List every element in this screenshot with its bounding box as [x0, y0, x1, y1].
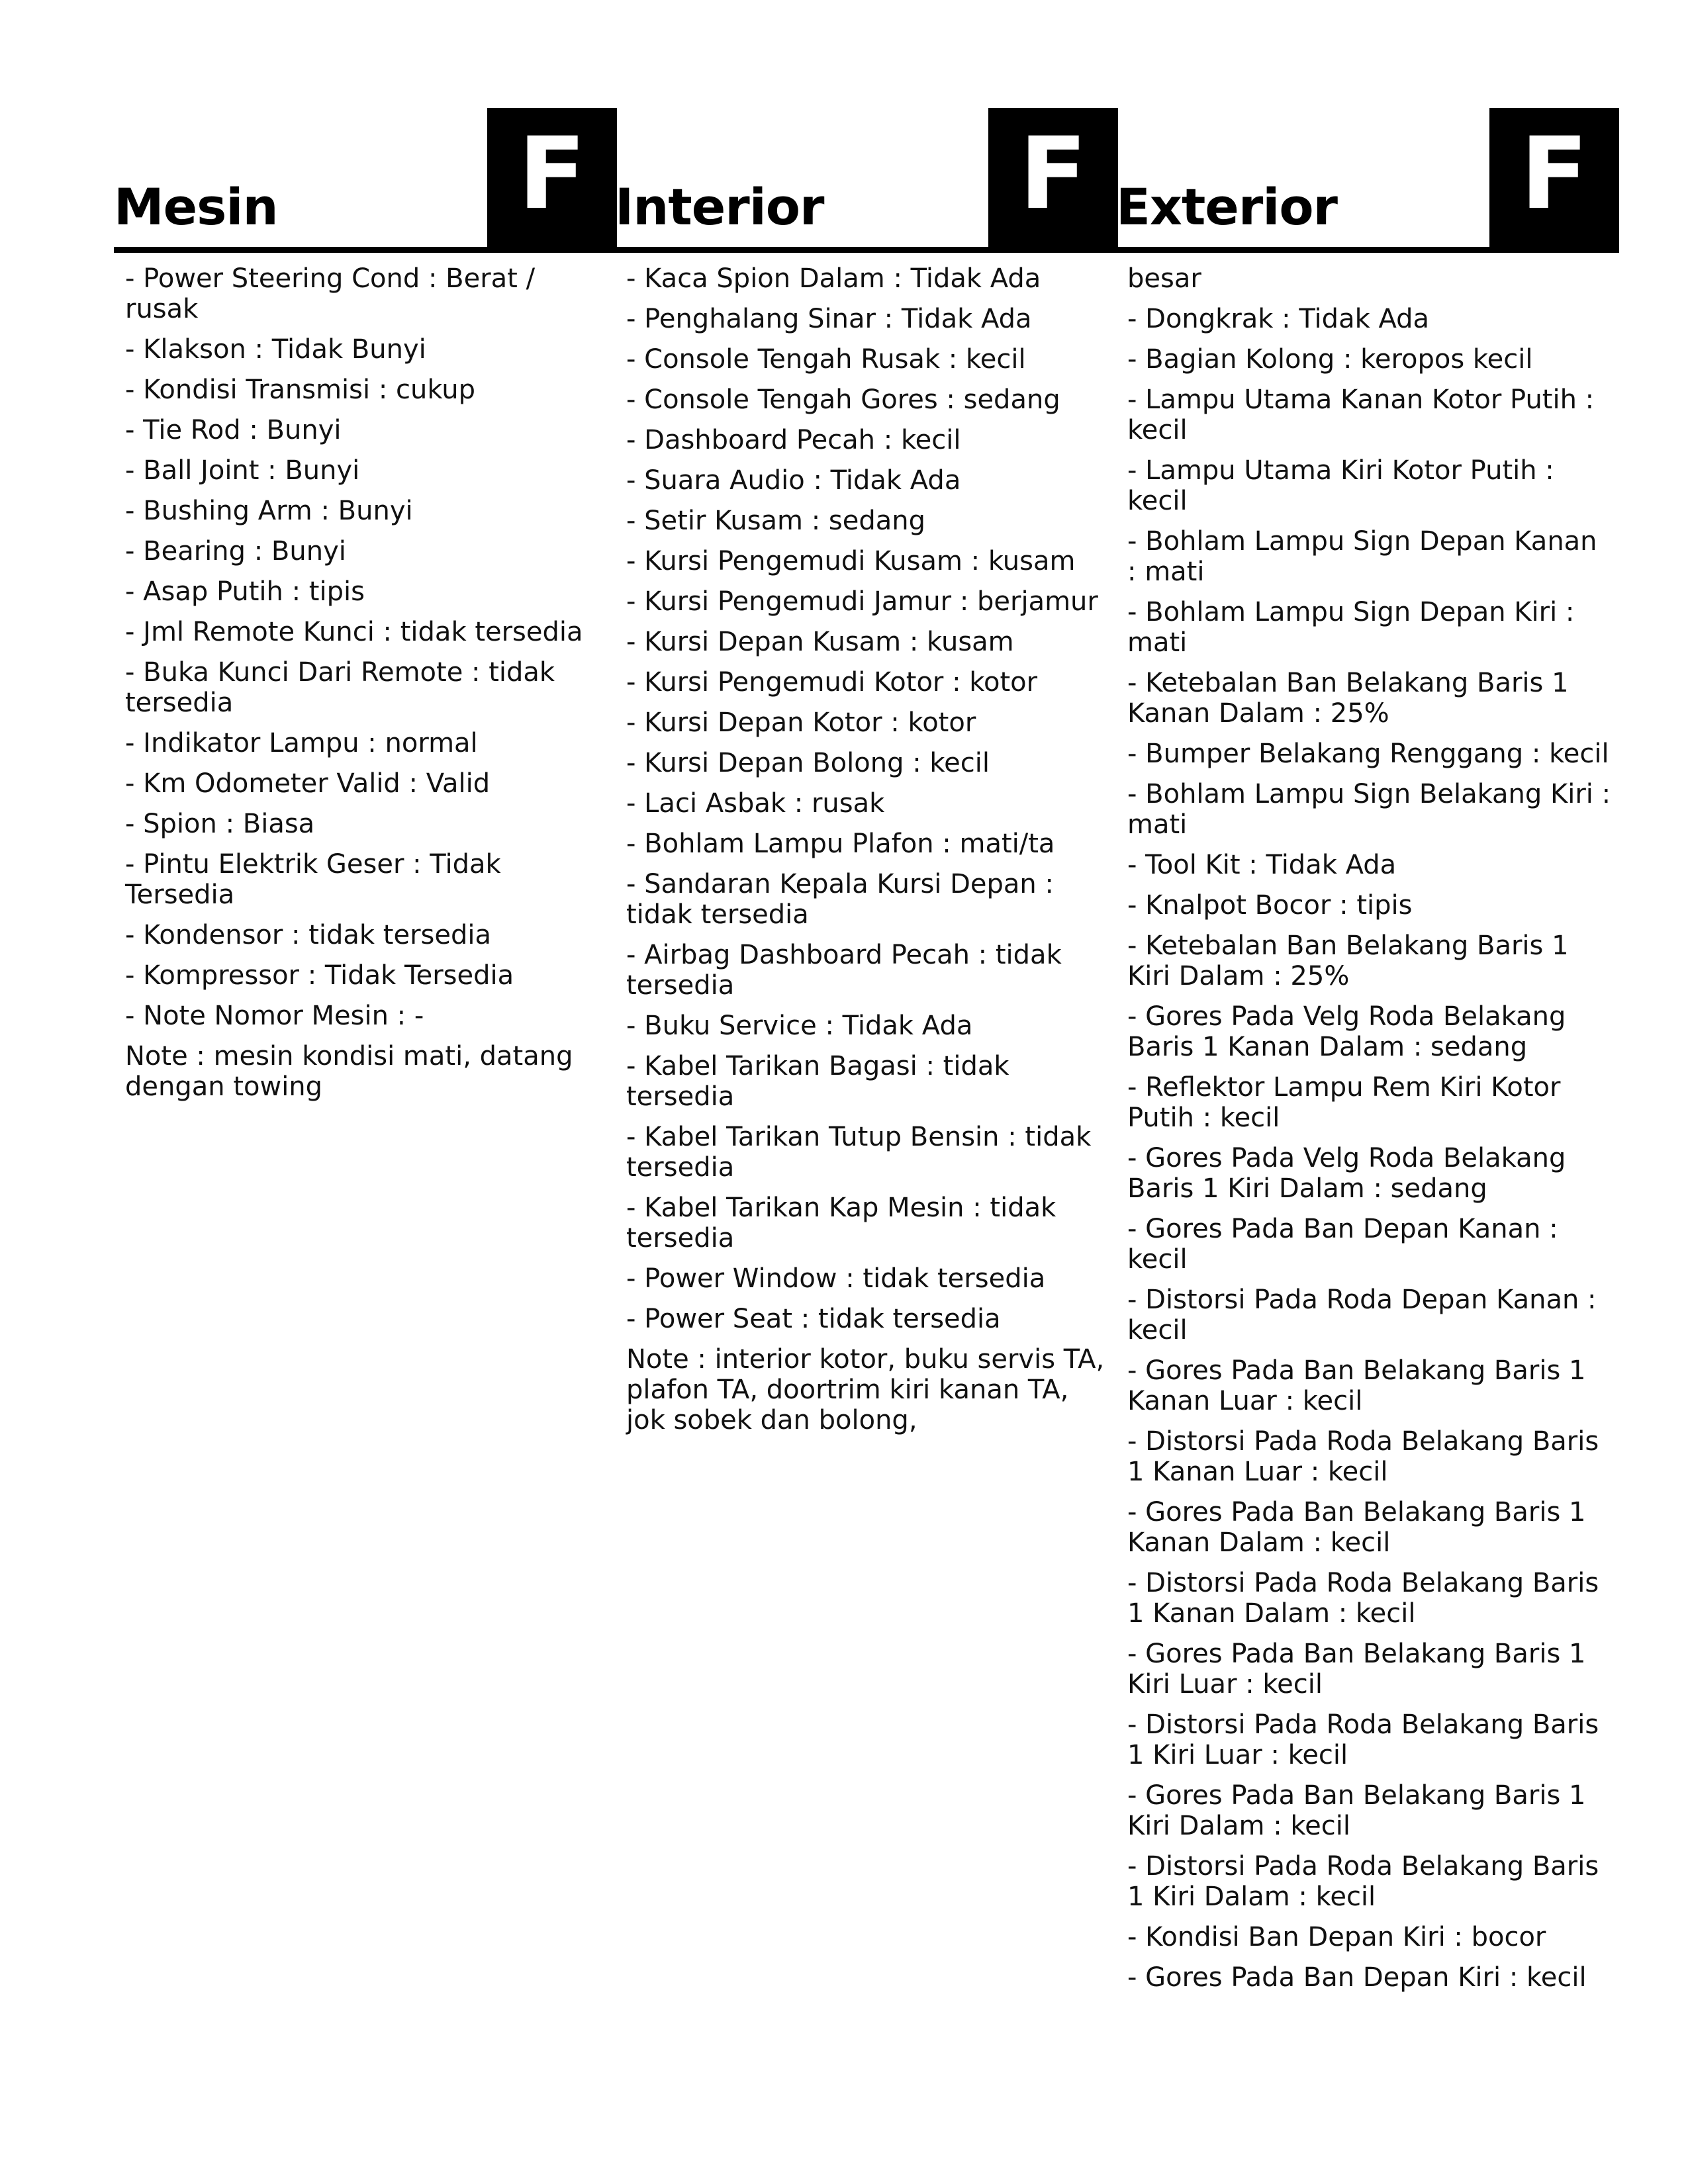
list-item: - Power Steering Cond : Berat / rusak [125, 263, 536, 324]
list-item: - Gores Pada Velg Roda Belakang Baris 1 Kanan Dalam : sedang [1127, 1001, 1566, 1062]
section-title: Exterior [1116, 177, 1338, 236]
list-item: - Gores Pada Ban Depan Kiri : kecil [1127, 1962, 1587, 1993]
section-header [1116, 108, 1619, 253]
list-item: - Console Tengah Gores : sedang [626, 385, 1060, 415]
list-item: Note : mesin kondisi mati, datang dengan towing [125, 1041, 573, 1102]
list-item: - Gores Pada Ban Belakang Baris 1 Kanan Dalam : kecil [1127, 1497, 1586, 1558]
grade-badge: F [1489, 108, 1619, 247]
list-item: - Spion : Biasa [125, 809, 315, 839]
list-item: - Setir Kusam : sedang [626, 506, 926, 536]
list-item: - Pintu Elektrik Geser : Tidak Tersedia [125, 849, 501, 910]
list-item: - Kursi Depan Bolong : kecil [626, 748, 990, 778]
section-title: Mesin [114, 177, 278, 236]
list-item: - Lampu Utama Kanan Kotor Putih : kecil [1127, 385, 1595, 445]
section-header [615, 108, 1118, 253]
list-item: - Gores Pada Velg Roda Belakang Baris 1 Kiri Dalam : sedang [1127, 1143, 1566, 1204]
list-item: - Kondisi Ban Depan Kiri : bocor [1127, 1922, 1546, 1952]
list-item: - Kabel Tarikan Bagasi : tidak tersedia [626, 1051, 1009, 1112]
section-exterior [1116, 108, 1619, 2003]
list-item: - Console Tengah Rusak : kecil [626, 344, 1026, 375]
list-item: - Kursi Depan Kusam : kusam [626, 627, 1014, 657]
section-mesin [114, 108, 617, 1112]
list-item: - Kursi Pengemudi Kotor : kotor [626, 667, 1038, 698]
list-item: - Kabel Tarikan Tutup Bensin : tidak tersedia [626, 1122, 1092, 1183]
section-interior [615, 108, 1118, 1445]
list-item: besar [1127, 263, 1201, 294]
list-item: - Kompressor : Tidak Tersedia [125, 960, 514, 991]
list-item: - Asap Putih : tipis [125, 576, 365, 607]
list-item: - Lampu Utama Kiri Kotor Putih : kecil [1127, 455, 1554, 516]
list-item: - Ketebalan Ban Belakang Baris 1 Kanan Dalam : 25% [1127, 668, 1569, 729]
list-item: - Kondisi Transmisi : cukup [125, 375, 476, 405]
list-item: - Laci Asbak : rusak [626, 788, 885, 819]
list-item: - Reflektor Lampu Rem Kiri Kotor Putih : kecil [1127, 1072, 1561, 1133]
list-item: - Kaca Spion Dalam : Tidak Ada [626, 263, 1041, 294]
grade-badge: F [988, 108, 1118, 247]
list-item: - Dashboard Pecah : kecil [626, 425, 961, 455]
list-item: - Suara Audio : Tidak Ada [626, 465, 961, 496]
grade-badge: F [487, 108, 617, 247]
list-item: - Distorsi Pada Roda Belakang Baris 1 Kiri Luar : kecil [1127, 1709, 1599, 1770]
list-item: - Gores Pada Ban Belakang Baris 1 Kiri Dalam : kecil [1127, 1780, 1586, 1841]
section-header [114, 108, 617, 253]
list-item: - Jml Remote Kunci : tidak tersedia [125, 617, 583, 647]
list-item: - Indikator Lampu : normal [125, 728, 478, 758]
list-item: - Note Nomor Mesin : - [125, 1001, 424, 1031]
list-item: - Kursi Pengemudi Kusam : kusam [626, 546, 1076, 576]
list-item: - Bohlam Lampu Sign Depan Kanan : mati [1127, 526, 1597, 587]
list-item: - Distorsi Pada Roda Belakang Baris 1 Kiri Dalam : kecil [1127, 1851, 1599, 1912]
list-item: - Bohlam Lampu Plafon : mati/ta [626, 829, 1055, 859]
list-item: - Buku Service : Tidak Ada [626, 1011, 973, 1041]
list-item: - Bearing : Bunyi [125, 536, 346, 567]
list-item: - Kursi Pengemudi Jamur : berjamur [626, 586, 1098, 617]
list-item: - Power Seat : tidak tersedia [626, 1304, 1001, 1334]
list-item: - Gores Pada Ban Belakang Baris 1 Kanan Luar : kecil [1127, 1355, 1586, 1416]
list-item: - Ketebalan Ban Belakang Baris 1 Kiri Dalam : 25% [1127, 931, 1569, 991]
list-item: - Bohlam Lampu Sign Belakang Kiri : mati [1127, 779, 1611, 840]
list-item: - Sandaran Kepala Kursi Depan : tidak tersedia [626, 869, 1054, 930]
list-item: - Airbag Dashboard Pecah : tidak tersedia [626, 940, 1062, 1001]
list-item: - Power Window : tidak tersedia [626, 1263, 1046, 1294]
list-item: - Dongkrak : Tidak Ada [1127, 304, 1430, 334]
list-item: - Km Odometer Valid : Valid [125, 768, 491, 799]
list-item: - Ball Joint : Bunyi [125, 455, 360, 486]
list-item: - Distorsi Pada Roda Belakang Baris 1 Kanan Dalam : kecil [1127, 1568, 1599, 1629]
list-item: - Penghalang Sinar : Tidak Ada [626, 304, 1032, 334]
item-list [1116, 253, 1619, 1993]
list-item: - Distorsi Pada Roda Depan Kanan : kecil [1127, 1285, 1597, 1345]
list-item: - Bumper Belakang Renggang : kecil [1127, 739, 1609, 769]
list-item: - Gores Pada Ban Belakang Baris 1 Kiri Luar : kecil [1127, 1639, 1586, 1700]
list-item: Note : interior kotor, buku servis TA, plafon TA, doortrim kiri kanan TA, jok sobek dan bolong, [626, 1344, 1105, 1435]
list-item: - Buka Kunci Dari Remote : tidak tersedia [125, 657, 555, 718]
list-item: - Knalpot Bocor : tipis [1127, 890, 1413, 921]
list-item: - Klakson : Tidak Bunyi [125, 334, 426, 365]
list-item: - Bushing Arm : Bunyi [125, 496, 413, 526]
list-item: - Gores Pada Ban Depan Kanan : kecil [1127, 1214, 1558, 1275]
list-item: - Tie Rod : Bunyi [125, 415, 342, 445]
section-title: Interior [615, 177, 824, 236]
list-item: - Kabel Tarikan Kap Mesin : tidak tersedia [626, 1193, 1056, 1253]
item-list [114, 253, 617, 1102]
list-item: - Bohlam Lampu Sign Depan Kiri : mati [1127, 597, 1575, 658]
item-list [615, 253, 1118, 1435]
list-item: - Kondensor : tidak tersedia [125, 920, 492, 950]
list-item: - Distorsi Pada Roda Belakang Baris 1 Kanan Luar : kecil [1127, 1426, 1599, 1487]
list-item: - Kursi Depan Kotor : kotor [626, 707, 976, 738]
list-item: - Bagian Kolong : keropos kecil [1127, 344, 1533, 375]
list-item: - Tool Kit : Tidak Ada [1127, 850, 1397, 880]
